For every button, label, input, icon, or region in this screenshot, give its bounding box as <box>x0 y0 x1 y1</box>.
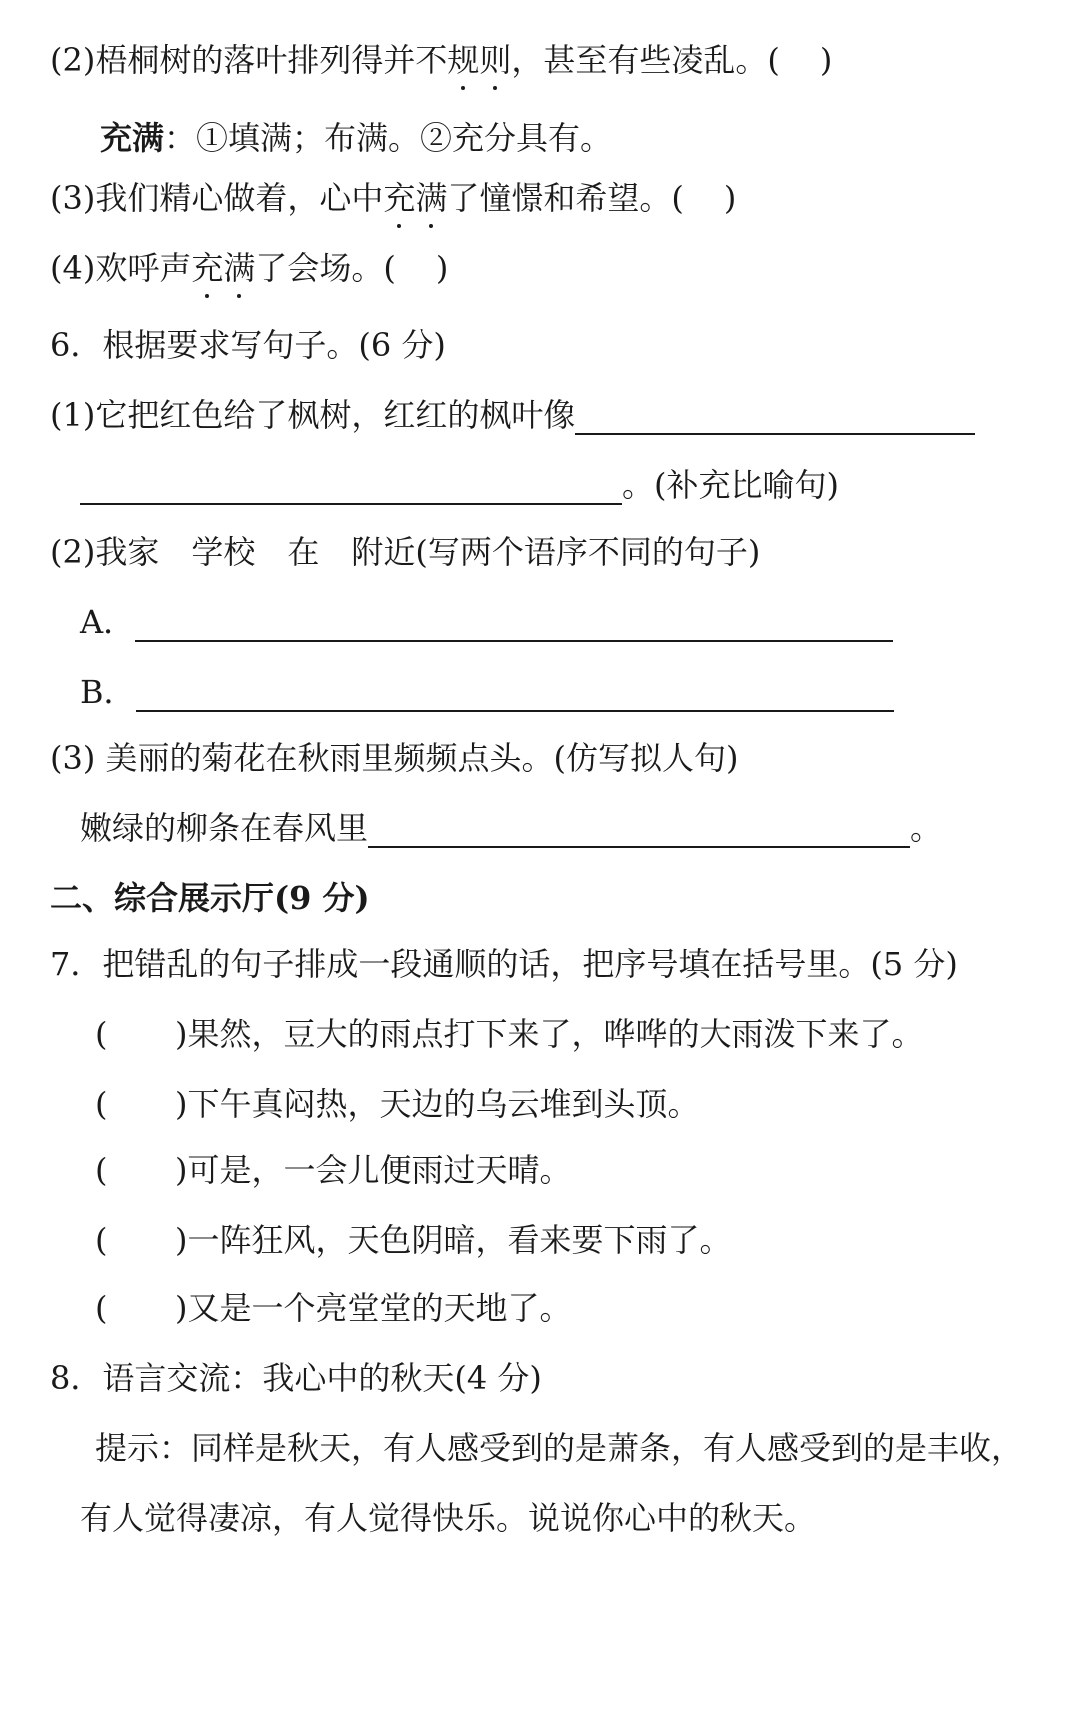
paren-open[interactable]: ( <box>95 1085 108 1123</box>
q7-sentence <box>95 1150 572 1190</box>
q6-item3-end: 。 <box>910 809 943 847</box>
q7-sentence <box>95 1220 732 1260</box>
q5-item2 <box>50 40 832 80</box>
q7-heading: 7．把错乱的句子排成一段通顺的话，把序号填在括号里。(5 分) <box>50 945 958 983</box>
dotted-char: 则 <box>479 41 512 79</box>
dotted-char: 满 <box>223 249 256 287</box>
section2-heading: 二、综合展示厅(9 分) <box>50 879 370 917</box>
q6-item1-line2 <box>80 465 839 505</box>
answer-blank[interactable] <box>136 678 894 712</box>
q5-item4 <box>50 248 448 288</box>
q5-item2-text-after: ，甚至有些凌乱。( <box>511 41 780 79</box>
q8-hint-line1: 提示：同样是秋天，有人感受到的是萧条，有人感受到的是丰收， <box>95 1429 1024 1467</box>
paren-close: ) <box>175 1015 188 1053</box>
q6-item3-prompt <box>80 808 942 848</box>
q5-item3-text-before: (3)我们精心做着，心中 <box>50 179 384 217</box>
q5-item4-text-after: 了会场。( <box>255 249 396 287</box>
dotted-char: 规 <box>447 41 480 79</box>
q6-item1-hint: 。(补充比喻句) <box>622 466 839 504</box>
paren-open[interactable]: ( <box>95 1015 108 1053</box>
sentence-text: 下午真闷热，天边的乌云堆到头顶。 <box>187 1085 700 1123</box>
paren-open[interactable]: ( <box>95 1289 108 1327</box>
option-b-label: B． <box>80 673 136 711</box>
answer-blank[interactable] <box>135 608 893 642</box>
q5-item3 <box>50 178 736 218</box>
q5-item3-text-after: 了憧憬和希望。( <box>447 179 684 217</box>
paren-close: ) <box>175 1085 188 1123</box>
q5-definition <box>100 118 612 158</box>
q6-item3: (3) 美丽的菊花在秋雨里频频点头。(仿写拟人句) <box>50 739 739 777</box>
q7-sentence <box>95 1084 700 1124</box>
q6-item1 <box>50 395 975 435</box>
answer-blank[interactable] <box>368 814 910 848</box>
paren-open[interactable]: ( <box>95 1151 108 1189</box>
sentence-text: 又是一个亮堂堂的天地了。 <box>187 1289 572 1327</box>
q8-heading: 8．语言交流：我心中的秋天(4 分) <box>50 1359 542 1397</box>
answer-blank[interactable] <box>575 401 975 435</box>
paren-close: ) <box>175 1151 188 1189</box>
dotted-char: 满 <box>415 179 448 217</box>
sentence-text: 可是，一会儿便雨过天晴。 <box>187 1151 572 1189</box>
q7-sentence <box>95 1288 572 1328</box>
q6-item3-prompt-text: 嫩绿的柳条在春风里 <box>80 809 369 847</box>
option-a-label: A． <box>80 603 136 641</box>
q8-hint-line2: 有人觉得凄凉，有人觉得快乐。说说你心中的秋天。 <box>80 1499 817 1537</box>
q6-option-a <box>80 602 893 642</box>
q5-item4-text-before: (4)欢呼声 <box>50 249 192 287</box>
q5-item2-text-before: (2)梧桐树的落叶排列得并不 <box>50 41 448 79</box>
q6-item1-text: (1)它把红色给了枫树，红红的枫叶像 <box>50 396 576 434</box>
dotted-char: 充 <box>191 249 224 287</box>
answer-blank[interactable] <box>80 471 622 505</box>
sentence-text: 一阵狂风，天色阴暗，看来要下雨了。 <box>187 1221 732 1259</box>
q6-item2: (2)我家 学校 在 附近(写两个语序不同的句子) <box>50 533 761 571</box>
q5-item3-close: ) <box>723 179 737 217</box>
definition-text: ：①填满；布满。②充分具有。 <box>164 119 613 157</box>
q5-item2-close: ) <box>819 41 833 79</box>
dotted-char: 充 <box>383 179 416 217</box>
q6-heading: 6．根据要求写句子。(6 分) <box>50 326 446 364</box>
sentence-text: 果然，豆大的雨点打下来了，哗哗的大雨泼下来了。 <box>187 1015 924 1053</box>
definition-term: 充满 <box>100 119 165 157</box>
paren-close: ) <box>175 1221 188 1259</box>
paren-close: ) <box>175 1289 188 1327</box>
paren-open[interactable]: ( <box>95 1221 108 1259</box>
q5-item4-close: ) <box>435 249 449 287</box>
q7-sentence <box>95 1014 924 1054</box>
q6-option-b <box>80 672 894 712</box>
